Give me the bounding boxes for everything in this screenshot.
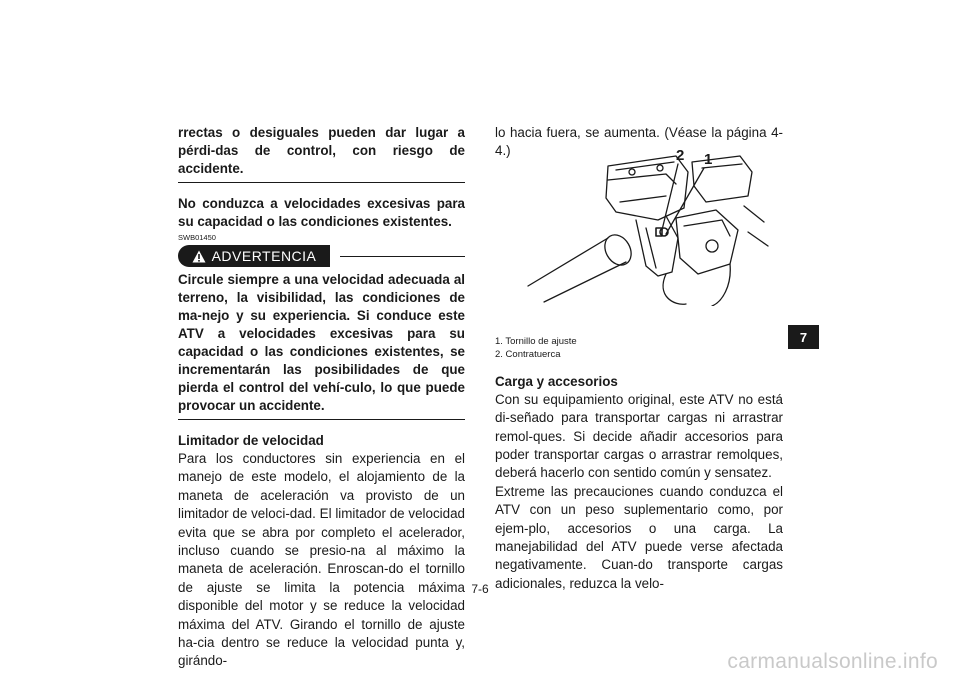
warning-triangle-icon <box>192 250 206 263</box>
cargo-paragraph-1: Con su equipamiento original, este ATV no está di-señado para transportar cargas ni arrastrar remol-ques. Si decide añadir accesorios para poder transportar cargas o arrastrar remolques, deberá hacerlo con sentido común y sensatez. <box>495 391 783 481</box>
warning-bottom-rule <box>178 419 465 420</box>
caption-1: 1. Tornillo de ajuste <box>495 335 577 347</box>
speed-warning: No conduzca a velocidades excesivas para su capacidad o las condiciones existentes. <box>178 196 465 229</box>
cargo-paragraph-2: Extreme las precauciones cuando conduzca el ATV con un peso suplementario como, por ejem-plo, accesorios o una carga. La manejabilidad del ATV puede verse afectada negativamente. Cuan-do transporte cargas adicionales, reduzca la velo- <box>495 483 783 591</box>
throttle-illustration <box>516 146 776 306</box>
warning-code: SWB01450 <box>178 233 216 242</box>
warning-header-rule <box>340 256 465 257</box>
warning-text: Circule siempre a una velocidad adecuada al terreno, la visibilidad, las condiciones de ma-nejo y su experiencia. Si conduce este ATV a velocidades excesivas para su capacidad o las condiciones existentes, se incrementarán las posibilidades de que pierda el control del vehí-culo, lo que puede provocar un accidente. <box>178 272 465 413</box>
limiter-heading: Limitador de velocidad <box>178 433 324 448</box>
callout-1: 1 <box>704 151 713 168</box>
limiter-continuation: lo hacia fuera, se aumenta. (Véase la página 4-4.) <box>495 125 783 159</box>
warning-badge <box>178 245 330 267</box>
callout-2: 2 <box>676 147 685 164</box>
warning-header <box>178 244 465 268</box>
warning-end-rule <box>178 182 465 183</box>
cargo-heading: Carga y accesorios <box>495 373 618 389</box>
chapter-tab: 7 <box>788 325 819 349</box>
warning-label: ADVERTENCIA <box>211 248 317 264</box>
caption-2: 2. Contratuerca <box>495 349 561 361</box>
warning-continuation: rrectas o desiguales pueden dar lugar a pérdi-das de control, con riesgo de accidente. <box>178 125 465 176</box>
page-number: 7-6 <box>471 582 489 596</box>
watermark: carmanualsonline.info <box>727 650 938 673</box>
throttle-figure <box>516 146 776 306</box>
limiter-text: Para los conductores sin experiencia en el manejo de este modelo, el alojamiento de la maneta de aceleración va provisto de un limitador de veloci-dad. El limitador de velocidad evita que se abra por completo el acelerador, incluso cuando se presio-na al máximo la maneta de aceleración. Enroscan-do el tornillo de ajuste se limita la potencia máxima disponible del motor y se reduce la velocidad máxima del ATV. Girando el tornillo de ajuste ha-cia dentro se reduce la velocidad punta y, girándo- <box>178 451 465 669</box>
